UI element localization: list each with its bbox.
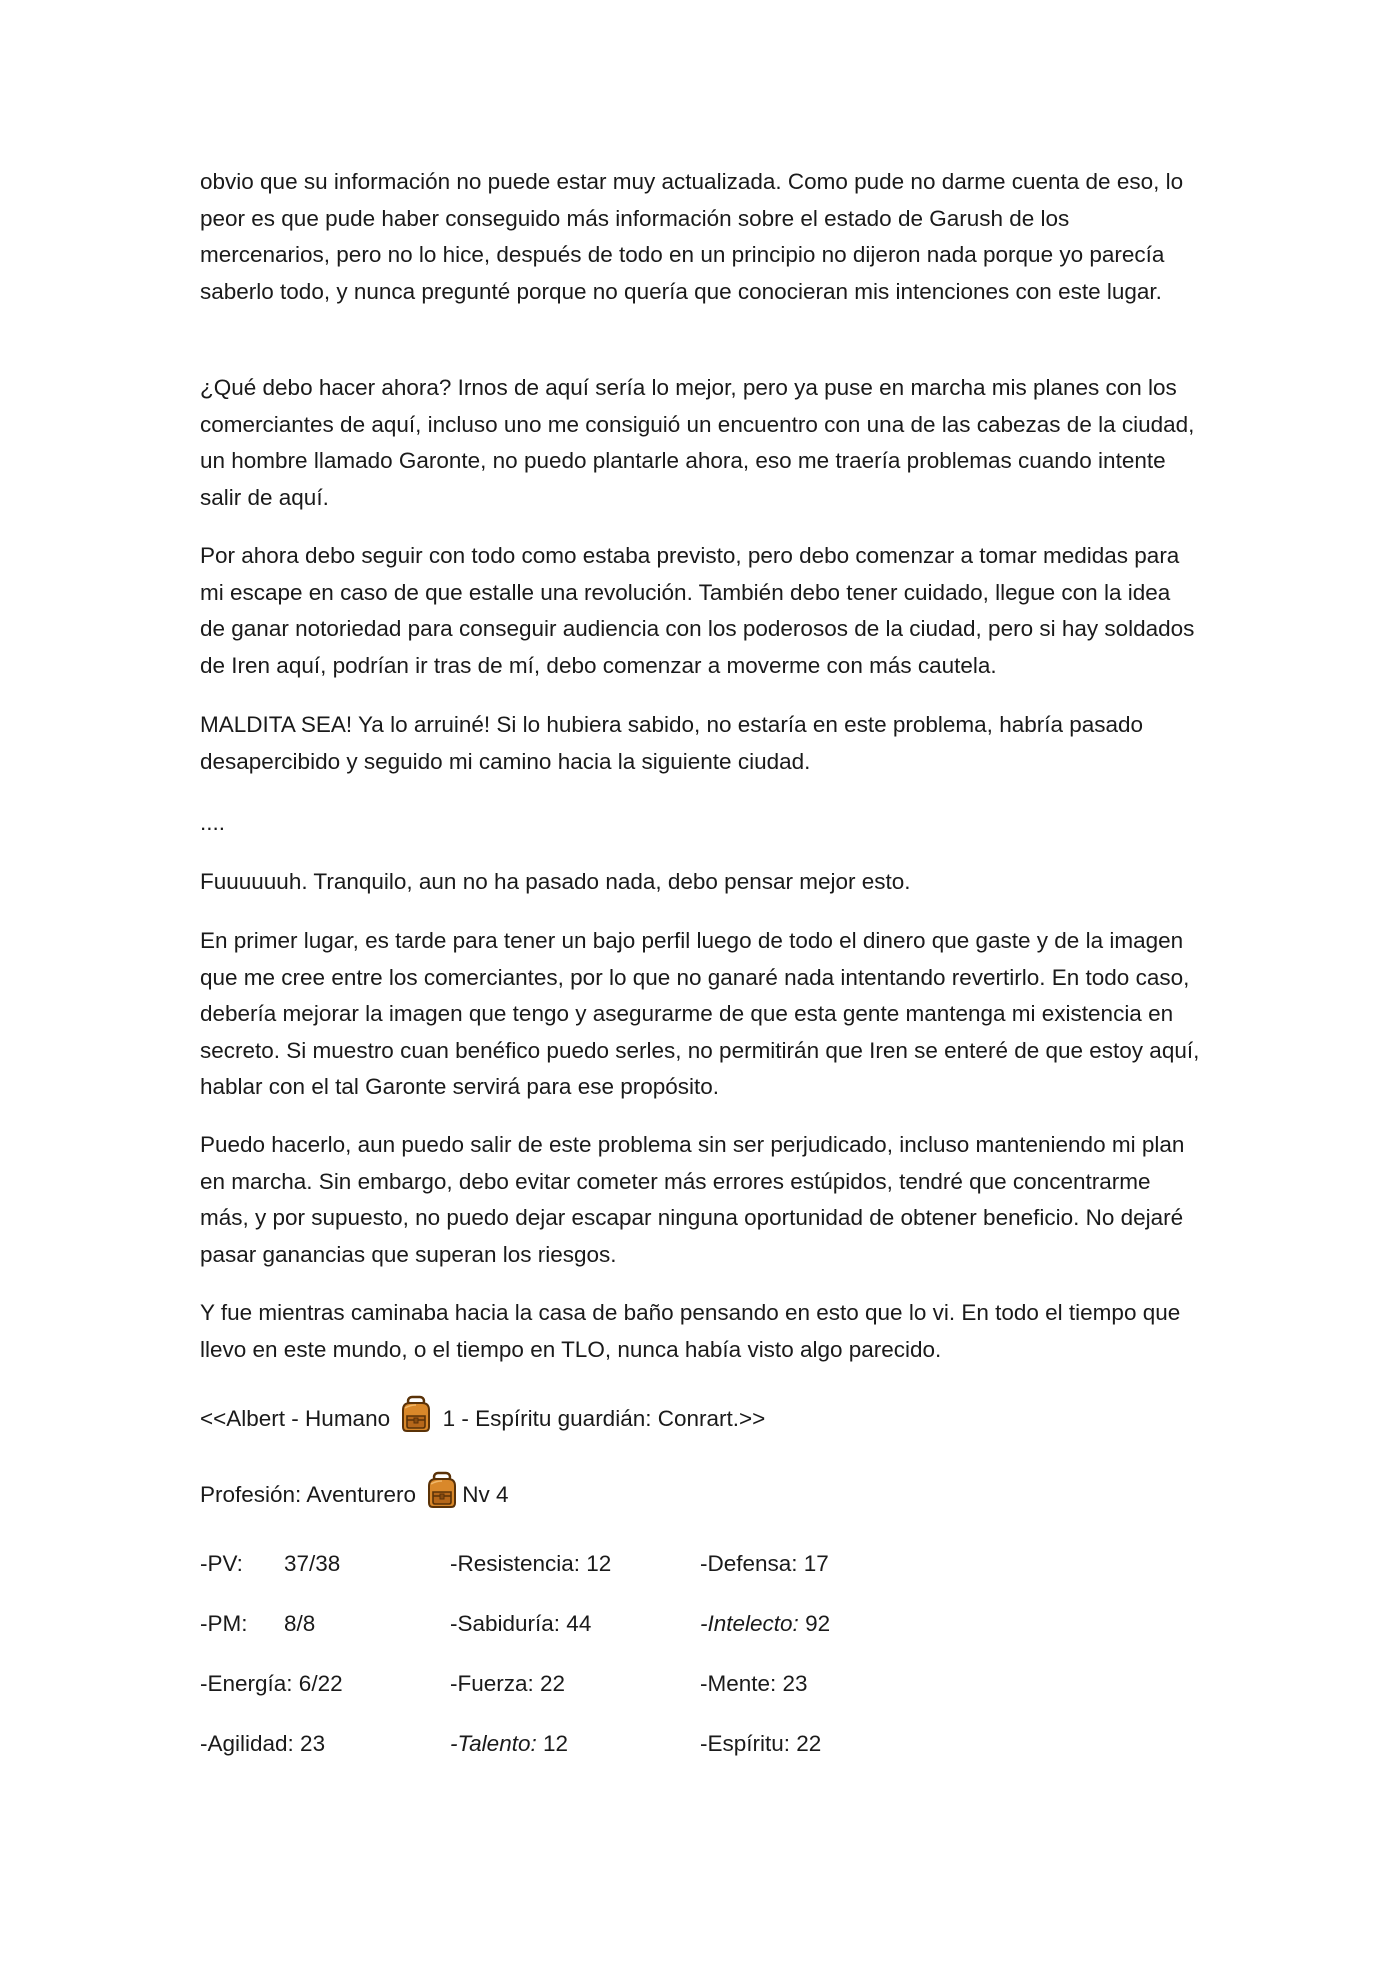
paragraph-8: Puedo hacerlo, aun puedo salir de este problema sin ser perjudicado, incluso manteniendo mi plan en marcha. Sin embargo, debo evitar cometer más errores estúpidos, tendré que concentrarme más, y por supuesto, no puedo dejar escapar ninguna oportunidad de obtener beneficio. No dejaré pasar ganancias que superan los riesgos. <box>200 1132 1185 1267</box>
status-profession-prefix: Profesión: Aventurero <box>200 1482 423 1507</box>
stat-label: -Intelecto: <box>700 1611 799 1636</box>
stat-pv <box>200 1546 341 1582</box>
stat-agilidad: -Agilidad: 23 <box>200 1731 326 1756</box>
status-profession-level: Nv 4 <box>462 1482 509 1507</box>
stat-defensa: -Defensa: 17 <box>700 1551 829 1576</box>
stat-value: 12 <box>536 1731 569 1756</box>
paragraph-1: obvio que su información no puede estar muy actualizada. Como pude no darme cuenta de eso, lo peor es que pude haber conseguido más información sobre el estado de Garush de los mercenarios, pero no lo hice, después de todo en un principio no dijeron nada porque yo parecía saberlo todo, y nunca pregunté porque no quería que conocieran mis intenciones con este lugar. <box>200 169 1184 304</box>
stat-sabiduria: -Sabiduría: 44 <box>450 1611 592 1636</box>
paragraph-2: ¿Qué debo hacer ahora? Irnos de aquí sería lo mejor, pero ya puse en marcha mis planes con los comerciantes de aquí, incluso uno me consiguió un encuentro con una de las cabezas de la ciudad, un hombre llamado Garonte, no puedo plantarle ahora, eso me traería problemas cuando intente salir de aquí. <box>200 375 1195 510</box>
paragraph-ellipsis: .... <box>200 810 226 835</box>
stat-label: -PV: <box>200 1551 243 1576</box>
stat-talento <box>450 1726 568 1762</box>
backpack-icon <box>396 1394 436 1434</box>
paragraph-group-8 <box>200 1127 1200 1273</box>
paragraph-group-5 <box>200 805 1200 842</box>
backpack-icon <box>422 1470 462 1510</box>
stat-mente: -Mente: 23 <box>700 1671 808 1696</box>
paragraph-group-4 <box>200 707 1200 780</box>
stat-fuerza: -Fuerza: 22 <box>450 1671 566 1696</box>
stat-label: -Talento: <box>450 1731 537 1756</box>
paragraph-9: Y fue mientras caminaba hacia la casa de baño pensando en esto que lo vi. En todo el tiempo que llevo en este mundo, o el tiempo en TLO, nunca había visto algo parecido. <box>200 1300 1181 1362</box>
stat-value: 8/8 <box>284 1611 316 1636</box>
stat-pm <box>200 1606 316 1642</box>
stat-resistencia: -Resistencia: 12 <box>450 1551 612 1576</box>
status-name-line <box>200 1394 1200 1441</box>
paragraph-3: Por ahora debo seguir con todo como estaba previsto, pero debo comenzar a tomar medidas para mi escape en caso de que estalle una revolución. También debo tener cuidado, llegue con la idea de ganar notoriedad para conseguir audiencia con los poderosos de la ciudad, pero si hay soldados de Iren aquí, podrían ir tras de mí, debo comenzar a moverme con más cautela. <box>200 543 1195 678</box>
paragraph-6: Fuuuuuuh. Tranquilo, aun no ha pasado nada, debo pensar mejor esto. <box>200 869 911 894</box>
status-profession-line <box>200 1470 1200 1517</box>
paragraph-group-2 <box>200 370 1200 516</box>
stat-label: -PM: <box>200 1611 248 1636</box>
status-name-suffix: 1 - Espíritu guardián: Conrart.>> <box>436 1406 766 1431</box>
paragraph-4: MALDITA SEA! Ya lo arruiné! Si lo hubiera sabido, no estaría en este problema, habría pasado desapercibido y seguido mi camino hacia la siguiente ciudad. <box>200 712 1144 774</box>
paragraph-group-7 <box>200 923 1200 1106</box>
stat-value: 92 <box>798 1611 831 1636</box>
paragraph-group-9 <box>200 1295 1200 1368</box>
paragraph-group-1 <box>200 164 1200 310</box>
stat-value: 37/38 <box>284 1551 341 1576</box>
paragraph-group-3 <box>200 538 1200 684</box>
paragraph-7: En primer lugar, es tarde para tener un bajo perfil luego de todo el dinero que gaste y de la imagen que me cree entre los comerciantes, por lo que no ganaré nada intentando revertirlo. En todo caso, debería mejorar la imagen que tengo y asegurarme de que esta gente mantenga mi existencia en secreto. Si muestro cuan benéfico puedo serles, no permitirán que Iren se enteré de que estoy aquí, hablar con el tal Garonte servirá para ese propósito. <box>200 928 1200 1099</box>
status-name-prefix: <<Albert - Humano <box>200 1406 397 1431</box>
stat-espiritu: -Espíritu: 22 <box>700 1731 822 1756</box>
stat-intelecto <box>700 1606 830 1642</box>
stat-energia: -Energía: 6/22 <box>200 1671 343 1696</box>
paragraph-group-6 <box>200 864 1200 901</box>
